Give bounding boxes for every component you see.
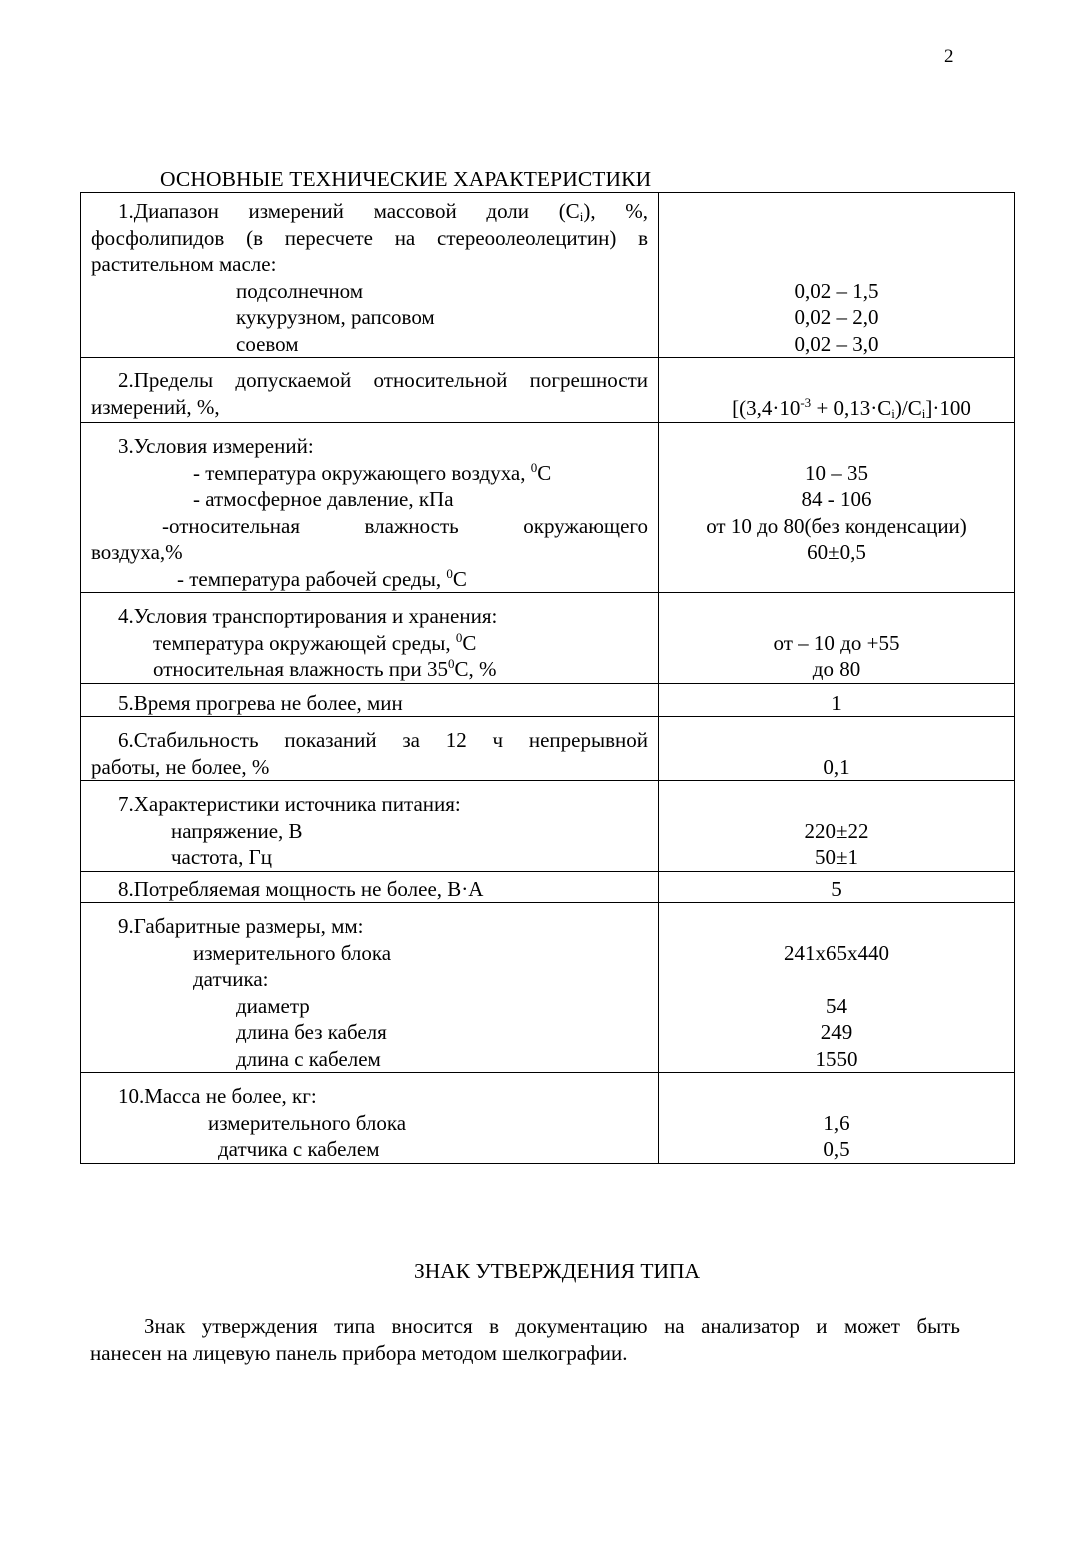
- spec-label-cell: [81, 423, 659, 593]
- spec-value: 0,02 – 1,5: [794, 278, 879, 303]
- spec-label: 6.Стабильность показаний за 12 ч непрерывной: [118, 728, 648, 752]
- spec-sub-label: -относительная влажность окружающего: [162, 513, 648, 538]
- spec-sub-label: соевом: [236, 331, 299, 356]
- spec-value: 0,02 – 3,0: [794, 331, 879, 356]
- page-number: 2: [944, 46, 954, 67]
- spec-label: 4.Условия транспортирования и хранения:: [118, 604, 498, 628]
- spec-label-cell: [81, 903, 659, 1073]
- section-title: ЗНАК УТВЕРЖДЕНИЯ ТИПА: [413, 1259, 701, 1283]
- spec-sub-label: напряжение, В: [171, 818, 303, 843]
- spec-label: 9.Габаритные размеры, мм:: [118, 914, 364, 938]
- spec-label: 5.Время прогрева не более, мин: [118, 690, 403, 715]
- spec-value-cell: [659, 781, 1015, 872]
- spec-sub-label: - температура рабочей среды, $^0$C: [177, 565, 467, 591]
- spec-value: 0,5: [823, 1137, 850, 1161]
- spec-label: 3.Условия измерений:: [118, 434, 314, 458]
- table-row: [81, 717, 1015, 781]
- type-approval-paragraph: [90, 1313, 960, 1366]
- spec-value: от 10 до 80(без конденсации): [706, 513, 967, 538]
- spec-sub-label: длина с кабелем: [236, 1046, 381, 1071]
- spec-value-cell: [659, 1073, 1015, 1164]
- table-row: [81, 358, 1015, 423]
- spec-label-cell: [81, 1073, 659, 1164]
- spec-value-cell: [659, 593, 1015, 684]
- spec-value: 5: [831, 876, 842, 901]
- spec-value-cell: [659, 423, 1015, 593]
- spec-sub-label: измерительного блока: [193, 940, 392, 965]
- spec-value: 220±22: [804, 818, 869, 843]
- table-row: [81, 781, 1015, 872]
- spec-value: 60±0,5: [807, 540, 866, 564]
- spec-value: 54: [826, 993, 847, 1018]
- spec-sub-label: длина без кабеля: [236, 1020, 387, 1044]
- spec-sub-label: относительная влажность при $35^0C$, %: [153, 656, 497, 681]
- specs-table: [80, 192, 1015, 1164]
- spec-sub-label: воздуха,%: [91, 540, 183, 564]
- spec-value: 241x65x440: [784, 940, 889, 965]
- spec-value: 84 - 106: [801, 487, 872, 511]
- spec-sub-label: подсолнечном: [236, 278, 364, 303]
- spec-label-cell: [81, 683, 659, 717]
- spec-label-cell: [81, 781, 659, 872]
- spec-value: до 80: [812, 657, 861, 681]
- spec-value: от – 10 до +55: [773, 630, 900, 655]
- spec-sub-label: температура окружающей среды, $^0$C: [153, 629, 477, 655]
- spec-label: измерений, %,: [91, 394, 220, 419]
- spec-value: 0,02 – 2,0: [794, 305, 879, 329]
- spec-value: 0,1: [823, 754, 850, 779]
- spec-value-cell: [659, 358, 1015, 423]
- spec-label: 10.Масса не более, кг:: [118, 1084, 317, 1108]
- spec-sub-label: датчика с кабелем: [218, 1137, 380, 1161]
- spec-label-cell: [81, 871, 659, 903]
- spec-value-cell: [659, 717, 1015, 781]
- table-row: [81, 683, 1015, 717]
- spec-label: 2.Пределы допускаемой относительной погрешности: [118, 368, 648, 392]
- spec-label-cell: [81, 358, 659, 423]
- table-row: [81, 193, 1015, 358]
- spec-value: 1550: [815, 1046, 858, 1071]
- spec-label: 8.Потребляемая мощность не более, В·А: [118, 876, 484, 901]
- table-row: [81, 903, 1015, 1073]
- spec-label: работы, не более, %: [91, 754, 270, 779]
- spec-value: 50±1: [814, 845, 859, 869]
- spec-sub-label: диаметр: [236, 993, 310, 1018]
- spec-sub-label: измерительного блока: [208, 1110, 407, 1135]
- spec-label-cell: [81, 193, 659, 358]
- paragraph-line: нанесен на лицевую панель прибора методом шелкографии.: [90, 1340, 628, 1365]
- spec-sub-label: кукурузном, рапсовом: [236, 305, 435, 329]
- spec-value-cell: [659, 683, 1015, 717]
- spec-value-cell: [659, 903, 1015, 1073]
- spec-label: 7.Характеристики источника питания:: [118, 792, 461, 816]
- spec-value-cell: [659, 871, 1015, 903]
- spec-value-cell: [659, 193, 1015, 358]
- spec-value: 1,6: [823, 1110, 850, 1135]
- spec-label: 1.Диапазон измерений массовой доли $(C_i)$, %,: [118, 199, 648, 224]
- table-row: [81, 1073, 1015, 1164]
- spec-value: 10 – 35: [805, 460, 868, 485]
- table-row: [81, 593, 1015, 684]
- spec-value: $[(3,4\cdot 10^{-3} + 0,13\cdot C_i)/C_i]\cdot 100$: [732, 394, 971, 421]
- spec-label: растительном масле:: [91, 252, 277, 276]
- spec-sub-label: датчика:: [193, 967, 269, 991]
- spec-sub-label: частота, Гц: [171, 845, 272, 869]
- paragraph-line: Знак утверждения типа вносится в документацию на анализатор и может быть: [144, 1314, 960, 1338]
- spec-label: фосфолипидов (в пересчете на стереоолеолецитин) в: [91, 225, 648, 250]
- spec-label-cell: [81, 717, 659, 781]
- table-row: [81, 871, 1015, 903]
- page-title: ОСНОВНЫЕ ТЕХНИЧЕСКИЕ ХАРАКТЕРИСТИКИ: [160, 167, 652, 191]
- spec-sub-label: - температура окружающего воздуха, $^0$C: [193, 459, 552, 485]
- spec-label-cell: [81, 593, 659, 684]
- table-row: [81, 423, 1015, 593]
- spec-value: 1: [831, 690, 842, 715]
- spec-value: 249: [820, 1020, 853, 1044]
- spec-sub-label: - атмосферное давление, кПа: [193, 487, 454, 511]
